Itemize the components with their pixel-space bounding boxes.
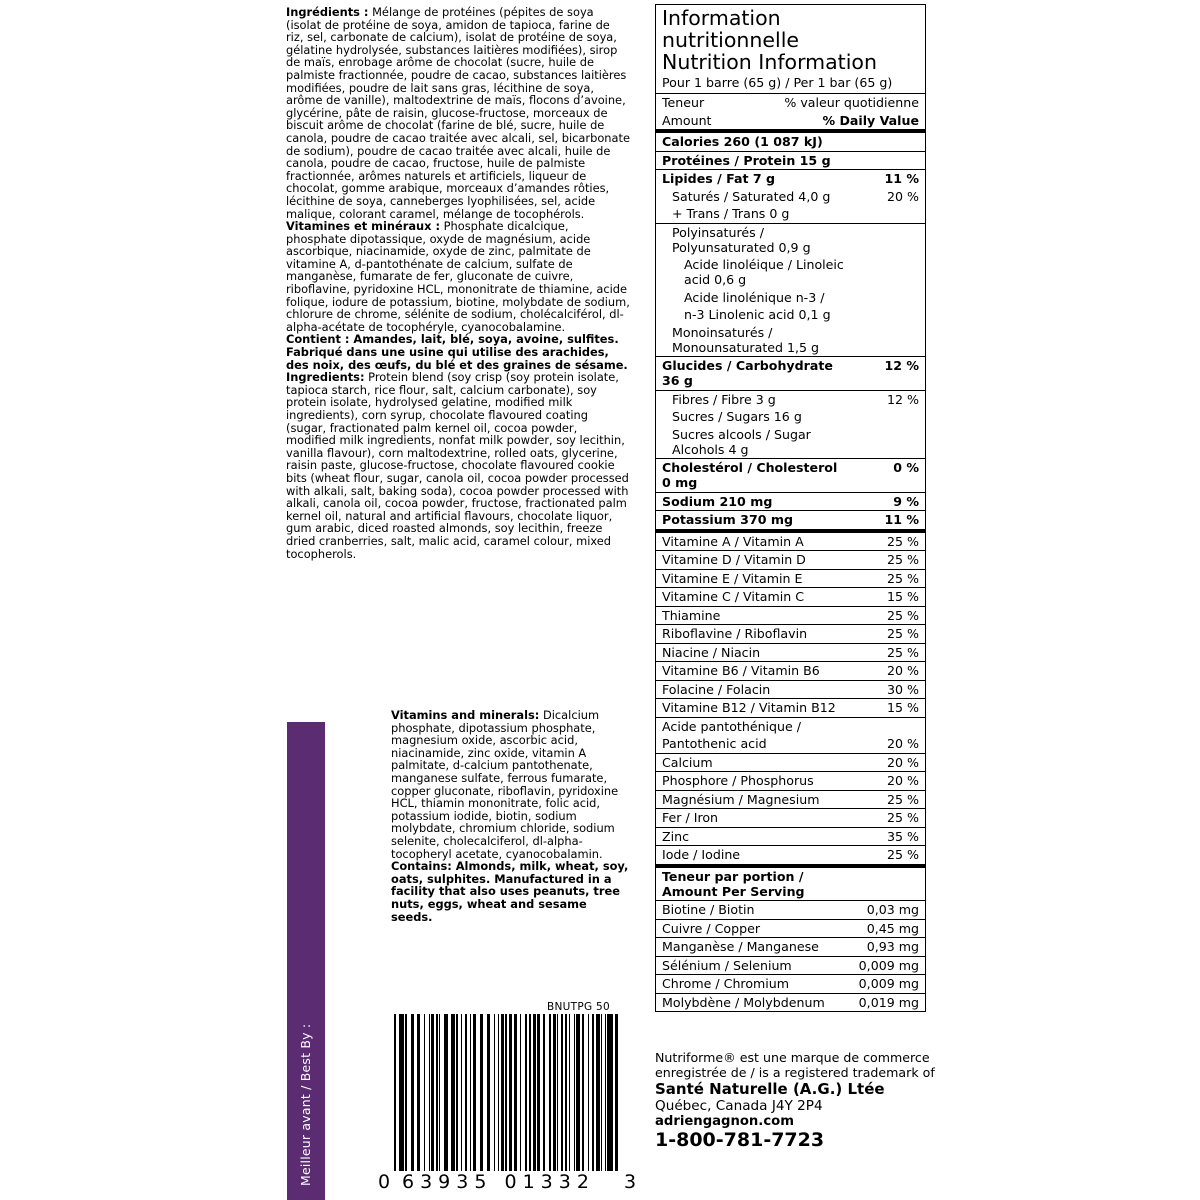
- nutrition-row: [656, 866, 925, 901]
- nutrition-row: [656, 772, 925, 791]
- nutrition-row: [656, 151, 925, 170]
- nutrient-value: 0,009 mg: [853, 975, 925, 994]
- nutrition-row: [656, 975, 925, 994]
- best-by-band: [287, 722, 325, 1200]
- nutrient-value: 25 %: [853, 531, 925, 551]
- nutrition-row: [656, 625, 925, 644]
- nutrient-value: [853, 289, 925, 307]
- barcode-code-label: BNUTPG 50: [546, 1001, 610, 1013]
- nutrient-label: Calories 260 (1 087 kJ): [656, 131, 853, 151]
- nutrient-label: Manganèse / Manganese: [656, 938, 853, 957]
- nutrition-row: [656, 606, 925, 625]
- ingredients-en-body: Protein blend (soy crisp (soy protein isolate, tapioca starch, rice flour, salt, calcium carbonate), soy protein isolate, hydrolysed gelatine, modified milk ingredients), corn syrup, chocolate flavoured coating (sugar, fractionated palm kernel oil, cocoa powder, modified milk ingredients, nonfat milk powder, soy lecithin, vanilla flavour), corn maltodextrine, rolled oats, glycerine, raisin paste, glucose-fructose, chocolate flavoured cookie bits (wheat flour, sugar, canola oil, cocoa powder processed with alkali, salt, baking soda), cocoa powder processed with alkali, canola oil, cocoa powder, fructose, fractionated palm kernel oil, natural and artificial flavours, chocolate liquor, gum arabic, diced roasted almonds, soy lecithin, freeze dried cranberries, salt, malic acid, caramel colour, mixed tocopherols.: [286, 370, 629, 561]
- nutrient-value: 25 %: [853, 569, 925, 588]
- vitamins-english-block: [391, 709, 630, 923]
- nutrient-label: Protéines / Protein 15 g: [656, 151, 853, 170]
- nutrient-value: 0,93 mg: [853, 938, 925, 957]
- nutrient-value: 35 %: [853, 827, 925, 846]
- nutrition-row: [656, 492, 925, 511]
- ingredients-panel: [286, 6, 630, 560]
- nutrition-row: [656, 357, 925, 391]
- barcode-main-digits: 63935 01332: [402, 1171, 595, 1193]
- nutrition-facts-panel: [655, 4, 926, 1012]
- nutrient-label: Monoinsaturés / Monounsaturated 1,5 g: [672, 324, 820, 355]
- nutrition-row: [656, 289, 925, 307]
- nutrition-row: [656, 408, 925, 426]
- company-website[interactable]: adriengagnon.com: [655, 1114, 794, 1129]
- nutrient-value: 20 %: [887, 188, 919, 204]
- barcode-right-digit: 3: [624, 1171, 638, 1193]
- nutrient-value: 20 %: [853, 662, 925, 681]
- nutrition-row: [656, 223, 925, 256]
- nutrition-row: [656, 717, 925, 735]
- nutrient-value: 25 %: [853, 790, 925, 809]
- nutrient-label: Vitamine E / Vitamin E: [656, 569, 853, 588]
- nutrient-label: Sucres / Sugars 16 g: [672, 409, 802, 424]
- best-by-label: Meilleur avant / Best By :: [298, 1023, 313, 1186]
- company-name: Santé Naturelle (A.G.) Ltée: [655, 1080, 885, 1098]
- nutrient-value: [853, 306, 925, 324]
- barcode-left-digit: 0: [378, 1171, 392, 1193]
- nutrition-row: [656, 662, 925, 681]
- header-amount-fr: Teneur: [662, 95, 705, 110]
- nutrient-value: 0 %: [853, 459, 925, 493]
- nutrient-value: 25 %: [853, 551, 925, 570]
- contains-english: Contains: Almonds, milk, wheat, soy, oats, sulphites. Manufactured in a facility that also uses peanuts, tree nuts, eggs, wheat and sesame seeds.: [391, 859, 629, 924]
- nutrient-label: Molybdène / Molybdenum: [656, 993, 853, 1011]
- trademark-line-2: enregistrée de / is a registered trademark of: [655, 1065, 935, 1080]
- nutrient-label: Cholestérol / Cholesterol 0 mg: [656, 459, 853, 493]
- header-amount-en: Amount: [662, 112, 712, 128]
- nutrient-label: Sodium 210 mg: [656, 492, 853, 511]
- nutrient-label: + Trans / Trans 0 g: [672, 206, 790, 221]
- nutrition-row: [656, 827, 925, 846]
- nutrient-label: Saturés / Saturated 4,0 g: [672, 188, 831, 204]
- nutrient-value: 25 %: [853, 606, 925, 625]
- contains-french: Contient : Amandes, lait, blé, soya, avoine, sulfites. Fabriqué dans une usine qui utilise des arachides, des noix, des œufs, du blé et des graines de sésame.: [286, 332, 628, 372]
- nutrition-row: [656, 205, 925, 223]
- nutrient-label: n-3 Linolenic acid 0,1 g: [684, 307, 831, 322]
- nutrition-row: [656, 790, 925, 809]
- company-address: Québec, Canada J4Y 2P4: [655, 1098, 823, 1114]
- nutrient-value: 12 %: [853, 357, 925, 391]
- header-dv-en: % Daily Value: [822, 112, 919, 128]
- nutrient-value: 0,45 mg: [853, 919, 925, 938]
- nutrient-label: Zinc: [656, 827, 853, 846]
- manufacturer-footer: [655, 1050, 945, 1151]
- nutrient-label: Calcium: [656, 753, 853, 772]
- barcode-bar: [615, 1014, 617, 1171]
- nutrition-row: [656, 569, 925, 588]
- nutrient-label: Biotine / Biotin: [656, 901, 853, 920]
- nutrition-row: [656, 426, 925, 459]
- nutrient-value: 25 %: [853, 809, 925, 828]
- company-phone[interactable]: 1-800-781-7723: [655, 1129, 825, 1151]
- nutrition-row: [656, 699, 925, 718]
- nutrition-row: [656, 919, 925, 938]
- nutrient-label: Vitamine B6 / Vitamin B6: [656, 662, 853, 681]
- trademark-line-1: Nutriforme® est une marque de commerce: [655, 1050, 930, 1065]
- ingredients-fr-label: Ingrédients :: [286, 5, 369, 19]
- nutrient-label: Magnésium / Magnesium: [656, 790, 853, 809]
- nutrition-row: [656, 680, 925, 699]
- nutrient-value: 25 %: [853, 846, 925, 866]
- ingredients-english: [286, 371, 630, 560]
- nutrient-label: Vitamine C / Vitamin C: [656, 588, 853, 607]
- nutrition-row: [656, 390, 925, 408]
- nutrient-value: [853, 717, 925, 735]
- nutrition-row: [656, 643, 925, 662]
- nutrient-label: Fibres / Fibre 3 g: [656, 390, 853, 408]
- nutrition-row: [656, 809, 925, 828]
- nutrient-label: Vitamine B12 / Vitamin B12: [656, 699, 853, 718]
- nutrition-row: [656, 306, 925, 324]
- nutrient-value: 0,009 mg: [853, 956, 925, 975]
- nutrient-value: [853, 256, 925, 289]
- nutrition-row: [656, 531, 925, 551]
- nutrition-row: [656, 188, 925, 206]
- nutrition-title-en: Nutrition Information: [662, 50, 877, 74]
- nutrient-label: Potassium 370 mg: [656, 511, 853, 531]
- nutrient-label: Folacine / Folacin: [656, 680, 853, 699]
- nutrient-label: Chrome / Chromium: [656, 975, 853, 994]
- ingredients-fr-body: Mélange de protéines (pépites de soya (isolat de protéine de soya, amidon de tapioca, farine de riz, sel, carbonate de calcium), isolat de protéine de soya, gélatine hydrolysée, substances laitières modifiées), sirop de maïs, enrobage arôme de chocolat (sucre, huile de palmiste fractionnée, poudre de cacao, substances laitières modifiées, poudre de lait sans gras, lécithine de soya, arôme de vanille), maltodextrine de maïs, flocons d’avoine, glycérine, pâte de raisin, glucose-fructose, morceaux de biscuit arôme de chocolat (farine de blé, sucre, huile de canola, poudre de cacao traitée avec alcali, sel, bicarbonate de sodium), poudre de cacao traitée avec alcali, huile de canola, poudre de cacao, fructose, huile de palmiste fractionnée, arômes naturels et artificiels, liqueur de chocolat, gomme arabique, morceaux d’amandes rôties, lécithine de soya, canneberges lyophilisées, sel, acide malique, colorant caramel, mélange de tocophérols.: [286, 5, 630, 221]
- nutrient-value: 20 %: [853, 753, 925, 772]
- nutrient-value: 11 %: [853, 170, 925, 188]
- nutrient-label: Vitamine A / Vitamin A: [656, 531, 853, 551]
- nutrient-label: Sélénium / Selenium: [656, 956, 853, 975]
- nutrition-row: [656, 511, 925, 531]
- nutrient-value: 12 %: [853, 390, 925, 408]
- nutrient-label: Glucides / Carbohydrate 36 g: [656, 357, 853, 391]
- nutrition-header-table: [656, 94, 925, 129]
- nutrient-value: [853, 223, 925, 256]
- nutrient-label: Lipides / Fat 7 g: [656, 170, 853, 188]
- vitamins-en-body: Dicalcium phosphate, dipotassium phosphate, magnesium oxide, ascorbic acid, niacinamide, zinc oxide, vitamin A palmitate, d-calcium pantothenate, manganese sulfate, ferrous fumarate, copper gluconate, riboflavin, pyridoxine HCL, thiamin mononitrate, folic acid, potassium iodide, biotin, sodium molybdate, chromium chloride, sodium selenite, cholecalciferol, dl-alpha-tocopheryl acetate, cyanocobalamin.: [391, 708, 619, 861]
- nutrient-label: Teneur par portion / Amount Per Serving: [656, 866, 853, 901]
- nutrition-row: [656, 938, 925, 957]
- nutrition-row: [656, 256, 925, 289]
- vitamins-fr-body: Phosphate dicalcique, phosphate dipotassique, oxyde de magnésium, acide ascorbique, niacinamide, oxyde de zinc, palmitate de vitamine A, d-pantothénate de calcium, sulfate de manganèse, fumarate de fer, gluconate de cuivre, riboflavine, pyridoxine HCL, mononitrate de thiamine, acide folique, iodure de potassium, biotine, molybdate de sodium, chlorure de chrome, sélénite de sodium, cholécalciférol, dl-alpha-acétate de tocophéryle, cyanocobalamine.: [286, 219, 630, 334]
- ingredients-en-label: Ingredients:: [286, 370, 365, 385]
- nutrient-label: Iode / Iodine: [656, 846, 853, 866]
- nutrient-label: Phosphore / Phosphorus: [656, 772, 853, 791]
- nutrition-row: [656, 131, 925, 151]
- nutrition-row: [656, 170, 925, 188]
- vitamins-en-label: Vitamins and minerals:: [391, 708, 540, 722]
- nutrient-label: Pantothenic acid: [662, 736, 767, 751]
- nutrient-value: 20 %: [887, 736, 919, 751]
- nutrient-label: Niacine / Niacin: [656, 643, 853, 662]
- ingredients-french: [286, 6, 630, 333]
- nutrient-label: Acide linoléique / Linoleic acid 0,6 g: [684, 257, 844, 287]
- nutrient-value: [853, 205, 925, 223]
- nutrient-value: 9 %: [853, 492, 925, 511]
- nutrition-row: [656, 956, 925, 975]
- nutrient-label: Vitamine D / Vitamin D: [656, 551, 853, 570]
- vitamins-fr-label: Vitamines et minéraux :: [286, 219, 441, 234]
- serving-size: Pour 1 barre (65 g) / Per 1 bar (65 g): [662, 75, 893, 90]
- nutrient-label: Thiamine: [656, 606, 853, 625]
- nutrient-value: [853, 131, 925, 151]
- nutrition-row: [656, 588, 925, 607]
- nutrient-label: Fer / Iron: [656, 809, 853, 828]
- nutrient-value: 25 %: [853, 625, 925, 644]
- nutrient-label: Riboflavine / Riboflavin: [656, 625, 853, 644]
- nutrient-value: 0,019 mg: [853, 993, 925, 1011]
- nutrient-value: 0,03 mg: [853, 901, 925, 920]
- nutrient-value: [853, 151, 925, 170]
- nutrient-value: [853, 866, 925, 901]
- header-dv-fr: % valeur quotidienne: [784, 95, 919, 110]
- nutrient-value: 15 %: [853, 699, 925, 718]
- nutrient-value: 15 %: [853, 588, 925, 607]
- nutrition-row: [656, 324, 925, 357]
- nutrient-label: Acide linolénique n-3 /: [684, 289, 825, 305]
- nutrient-label: Sucres alcools / Sugar Alcohols 4 g: [672, 426, 811, 457]
- nutrient-value: 20 %: [853, 772, 925, 791]
- nutrition-row: [656, 735, 925, 753]
- nutrition-rows-table: [656, 129, 925, 1011]
- nutrition-row: [656, 753, 925, 772]
- nutrient-label: Polyinsaturés / Polyunsaturated 0,9 g: [656, 223, 853, 256]
- nutrition-row: [656, 901, 925, 920]
- nutrient-value: [853, 408, 925, 426]
- nutrient-label: Cuivre / Copper: [656, 919, 853, 938]
- nutrient-value: [853, 324, 925, 357]
- nutrient-value: 25 %: [853, 643, 925, 662]
- nutrient-label: Acide pantothénique /: [656, 717, 853, 735]
- nutrition-row: [656, 846, 925, 866]
- nutrition-row: [656, 993, 925, 1011]
- nutrition-row: [656, 551, 925, 570]
- nutrition-row: [656, 459, 925, 493]
- nutrition-title-fr: Information nutritionnelle: [662, 6, 800, 52]
- nutrient-value: 11 %: [853, 511, 925, 531]
- nutrient-value: [853, 426, 925, 459]
- barcode-bars: [394, 1014, 618, 1171]
- nutrient-value: 30 %: [853, 680, 925, 699]
